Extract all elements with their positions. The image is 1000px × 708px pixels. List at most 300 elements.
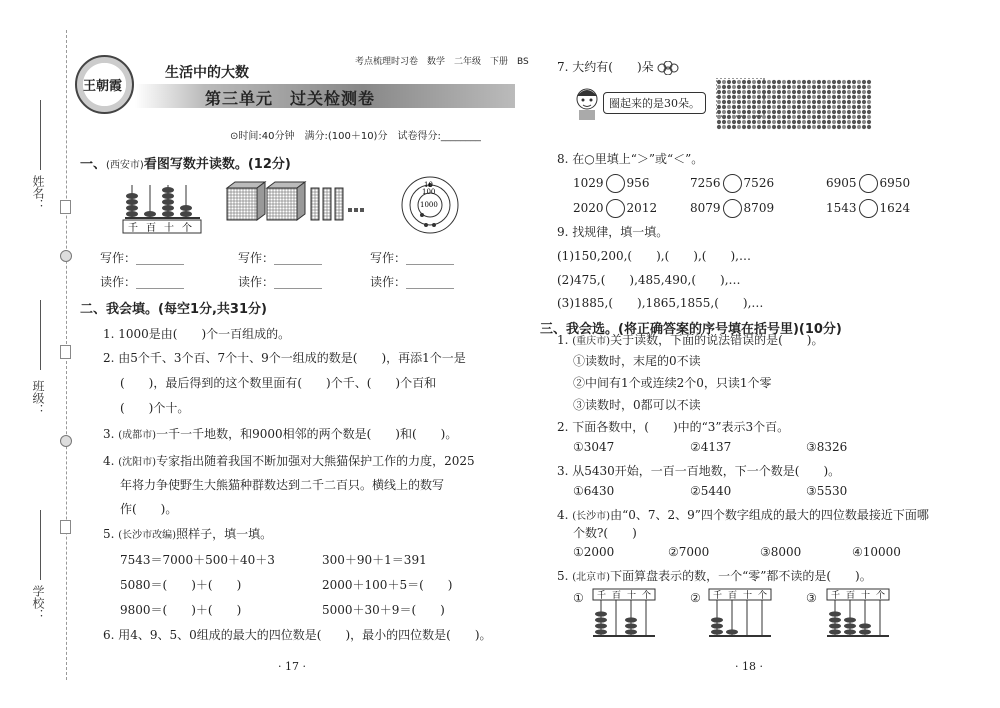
flower-dot [762,90,766,94]
flower-dot [852,125,856,129]
abacus-label: 十 [861,591,871,601]
flower-dot [762,110,766,114]
flower-dot [797,115,801,119]
child-avatar-icon [572,86,602,120]
flower-dot [747,80,751,84]
read-field[interactable]: 读作：________ [238,275,323,289]
flower-dot [777,90,781,94]
flower-dot [762,100,766,104]
flower-dot [732,85,736,89]
flower-dot [807,105,811,109]
flower-dot [767,110,771,114]
flower-dot [802,120,806,124]
flower-dot [752,125,756,129]
abacus-label: 个 [642,591,652,601]
abacus-bead [829,611,841,616]
flower-dot [822,95,826,99]
flower-dot [802,105,806,109]
abacus-bead [829,623,841,628]
flower-dot [792,125,796,129]
flower-dot [832,95,836,99]
abacus-bead [595,611,607,616]
question-2-4-cont: 作( )。 [120,502,178,516]
flower-dot [817,85,821,89]
flower-dot [732,100,736,104]
compare-circle[interactable] [606,199,625,218]
school-line [40,510,41,580]
flower-dot [822,100,826,104]
flower-dot [812,105,816,109]
flower-dot [827,125,831,129]
flower-dot [832,90,836,94]
flower-dot [812,85,816,89]
choice-option: ②中间有1个或连续2个0，只读1个零 [573,376,772,390]
flower-dot [797,105,801,109]
choice-option: ③ [806,591,817,605]
class-label: 班级： [31,380,45,416]
flower-dot [777,105,781,109]
flower-dot [817,125,821,129]
flower-dot [722,85,726,89]
flower-dot [812,110,816,114]
flower-dot [752,90,756,94]
flower-dot [867,95,871,99]
flower-dot [827,115,831,119]
flower-dot [737,85,741,89]
flower-dot [737,110,741,114]
flower-dot [832,120,836,124]
flower-dot [847,100,851,104]
compare-item: 8079 8709 [690,199,774,218]
abacus-option-1 [592,588,658,638]
flower-dot [797,125,801,129]
flower-dot [832,80,836,84]
flower-dot [762,115,766,119]
flower-dot [802,110,806,114]
compare-item: 1029 956 [573,174,649,193]
unit-subtitle: 生活中的大数 [165,65,249,81]
flower-dot [847,95,851,99]
flower-dot [832,110,836,114]
flower-dot [812,120,816,124]
flower-dot [742,125,746,129]
flower-dot [722,125,726,129]
flower-dot [747,120,751,124]
flower-dot [782,105,786,109]
flower-icon [657,61,679,75]
flower-dot [772,115,776,119]
flower-dot [787,90,791,94]
flower-dot [762,120,766,124]
flower-dot [767,115,771,119]
flower-dot [727,125,731,129]
section3-heading: 三、我会选。(将正确答案的序号填在括号里)(10分) [540,322,842,337]
flower-dot [812,90,816,94]
flower-dot [792,110,796,114]
flower-dot [757,85,761,89]
flower-dot [862,85,866,89]
flower-dot [852,100,856,104]
page-number-left: · 17 · [278,660,306,673]
flower-dot [752,100,756,104]
flower-dot [807,110,811,114]
flower-dot [827,80,831,84]
read-field[interactable]: 读作：________ [370,275,455,289]
flower-dot [837,90,841,94]
flower-dot [862,80,866,84]
flower-dot [807,85,811,89]
flower-dot [757,105,761,109]
flower-dot [717,100,721,104]
flower-dot [847,85,851,89]
pattern-row: (1)150,200,( ),( ),( ),… [557,249,751,263]
flower-dot [757,90,761,94]
flower-dot [857,110,861,114]
exam-meta: ⊙时间:40分钟 满分:(100＋10)分 试卷得分:________ [230,131,481,142]
flower-dot [742,115,746,119]
binding-box [60,520,71,534]
flower-dot [817,80,821,84]
flower-dot [722,90,726,94]
abacus-bead [829,617,841,622]
write-field[interactable]: 写作：________ [238,251,323,265]
flower-dot [812,125,816,129]
question-7: 7. 大约有( )朵 [557,58,679,75]
flower-dot [807,95,811,99]
question-2-4-cont: 年将力争使野生大熊猫种群数达到二千二百只。横线上的数写 [120,478,445,492]
flower-dot [742,85,746,89]
flower-dot [822,115,826,119]
flower-dot [717,85,721,89]
write-field[interactable]: 写作：________ [370,251,455,265]
abacus-bead [625,623,637,628]
flower-dot [857,115,861,119]
flower-dot [737,80,741,84]
flower-dot [802,85,806,89]
flower-dot [747,90,751,94]
flower-dot [727,90,731,94]
flower-dot [742,100,746,104]
choice-option: ③5530 [806,484,848,498]
binding-box [60,345,71,359]
decompose-row: 2000＋100＋5＝( ) [322,578,453,592]
flower-dot [742,105,746,109]
flower-dot [747,125,751,129]
compare-circle[interactable] [859,199,878,218]
choice-option: ②5440 [690,484,732,498]
brand-logo [75,55,134,114]
abacus-bead [625,629,637,634]
flower-dot [727,100,731,104]
flower-dot [767,80,771,84]
flower-dot [792,105,796,109]
flower-dot [857,125,861,129]
flower-dot [817,120,821,124]
compare-item: 2020 2012 [573,199,657,218]
flower-dot [792,115,796,119]
flower-dot [812,80,816,84]
decompose-row: 7543＝7000＋500＋40＋3 [120,553,275,567]
flower-dot [727,120,731,124]
flower-dot [827,90,831,94]
choice-option: ② [690,591,701,605]
flower-dot [802,115,806,119]
flower-dot [727,85,731,89]
binding-box [60,200,71,214]
flower-dot [722,120,726,124]
flower-dot [722,80,726,84]
abacus-bead [595,629,607,634]
binding-hole [60,250,72,262]
choice-3: 3. 从5430开始，一百一百地数，下一个数是( )。 [557,464,841,478]
pattern-row: (2)475,( ),485,490,( ),… [557,273,741,287]
flower-dot [732,120,736,124]
flower-dot [772,80,776,84]
flower-dot [782,115,786,119]
flower-dot [787,120,791,124]
flower-dot [747,95,751,99]
abacus-bead [711,629,723,634]
flower-dot [727,105,731,109]
flower-dot [782,95,786,99]
choice-option: ①6430 [573,484,615,498]
compare-item: 1543 1624 [826,199,910,218]
flower-dot [822,105,826,109]
flower-dot [862,120,866,124]
flower-dot [717,95,721,99]
choice-option: ① [573,591,584,605]
flower-dot [747,105,751,109]
flower-dot [767,105,771,109]
flower-dot [842,85,846,89]
school-label: 学校： [31,585,45,621]
flower-dot [857,90,861,94]
flower-dot [857,105,861,109]
compare-circle[interactable] [723,199,742,218]
flower-dot [867,85,871,89]
flower-dot [842,100,846,104]
flower-dot [742,110,746,114]
flower-dot [792,100,796,104]
flower-dot [772,120,776,124]
flower-dot [797,95,801,99]
flower-dot [777,80,781,84]
compare-circle[interactable] [859,174,878,193]
flower-dot [847,80,851,84]
flower-dot [837,95,841,99]
flower-dot [767,100,771,104]
flower-dot [752,80,756,84]
flower-dot [742,120,746,124]
abacus-label: 个 [758,591,768,601]
flower-dot [827,105,831,109]
flower-dot [717,115,721,119]
flower-dot [732,110,736,114]
flower-dot [817,90,821,94]
flower-dot [852,85,856,89]
flower-dot [807,120,811,124]
flower-dot [757,110,761,114]
flower-dot [867,115,871,119]
flower-dot [787,105,791,109]
flower-dot [812,115,816,119]
flower-dot [837,120,841,124]
flower-dot [857,95,861,99]
flower-dot [792,95,796,99]
flower-dot [717,120,721,124]
flower-dot [852,90,856,94]
decompose-row: 5080＝( )＋( ) [120,578,242,592]
flower-dot [862,90,866,94]
question-2-2: 2. 由5个千、3个百、7个十、9个一组成的数是( )，再添1个一是 [103,351,466,365]
flower-dot [817,115,821,119]
abacus-bead [844,617,856,622]
binding-hole [60,435,72,447]
flower-dot [772,110,776,114]
flower-dot [797,110,801,114]
abacus-label: 千 [713,591,723,601]
flower-dot [732,115,736,119]
flower-dot [757,120,761,124]
flower-dot [852,95,856,99]
abacus-figure [120,180,205,235]
flower-dot [757,125,761,129]
write-field[interactable]: 写作：________ [100,251,185,265]
flower-dot [842,110,846,114]
flower-dot [817,110,821,114]
flower-dot [862,125,866,129]
flower-dot [772,105,776,109]
flower-dot [752,105,756,109]
question-9: 9. 找规律，填一填。 [557,225,669,239]
flower-dot [812,100,816,104]
flower-dot [722,100,726,104]
flower-dot [792,85,796,89]
flower-dot [772,100,776,104]
abacus-option-3 [826,588,892,638]
flower-dot [752,110,756,114]
flower-dot [847,125,851,129]
read-field[interactable]: 读作：________ [100,275,185,289]
decompose-row: 9800＝( )＋( ) [120,603,242,617]
flower-dot [767,85,771,89]
flower-dot [782,80,786,84]
compare-circle[interactable] [606,174,625,193]
ring-label: 1000 [420,201,438,209]
choice-option: ①读数时，末尾的0不读 [573,354,701,368]
flower-dot [737,100,741,104]
flower-dot [822,80,826,84]
flower-dot [762,80,766,84]
flower-dot [837,115,841,119]
flower-dot [802,90,806,94]
flower-dot [837,105,841,109]
flower-dot [787,125,791,129]
compare-circle[interactable] [723,174,742,193]
flower-dot [837,125,841,129]
flower-dot [807,115,811,119]
flower-dot [797,120,801,124]
flower-dot [797,85,801,89]
flower-dot [752,95,756,99]
brand-text: 王朝霞 [83,79,123,94]
flower-dot [852,105,856,109]
flower-dot [842,125,846,129]
flower-dot [787,115,791,119]
flower-dot [817,95,821,99]
choice-option: ①3047 [573,440,615,454]
flower-dot [847,120,851,124]
flower-dot [767,120,771,124]
flower-dot [777,125,781,129]
flower-dot [782,90,786,94]
flower-dot [812,95,816,99]
flower-dot [787,80,791,84]
flower-dot [747,110,751,114]
flower-dot [822,85,826,89]
abacus-label: 百 [846,591,856,601]
flower-dot [822,90,826,94]
question-2-2-cont: ( )个十。 [120,401,190,415]
question-8: 8. 在○里填上“＞”或“＜”。 [557,152,704,166]
flower-dot [777,85,781,89]
flower-dot [757,100,761,104]
abacus-bead [625,617,637,622]
flower-dot [782,85,786,89]
abacus-label: 十 [627,591,637,601]
question-2-2-cont: ( )，最后得到的这个数里面有( )个千、( )个百和 [120,376,437,390]
flower-dot [737,105,741,109]
flower-dot [827,95,831,99]
class-line [40,300,41,370]
compare-item: 6905 6950 [826,174,910,193]
question-2-4: 4. (沈阳市)专家指出随着我国不断加强对大熊猫保护工作的力度，2025 [103,454,475,468]
abacus-bead [844,629,856,634]
flower-dot [847,110,851,114]
question-2-5: 5. (长沙市改编)照样子，填一填。 [103,527,273,541]
question-2-1: 1. 1000是由( )个一百组成的。 [103,327,291,341]
choice-option: ②7000 [668,545,710,559]
page-title: 第三单元 过关检测卷 [205,89,376,108]
flower-dot [717,80,721,84]
flower-dot [782,120,786,124]
flower-dot [747,85,751,89]
flower-dot [862,105,866,109]
flower-dot [827,120,831,124]
section2-heading: 二、我会填。(每空1分,共31分) [80,302,267,317]
flower-dot [727,115,731,119]
abacus-bead [595,617,607,622]
flower-dot [837,85,841,89]
flower-dot [857,85,861,89]
flower-dot [817,105,821,109]
choice-option: ④10000 [852,545,901,559]
flower-dot [757,80,761,84]
abacus-bead [711,623,723,628]
speech-bubble: 圈起来的是30朵。 [603,92,706,114]
flower-dot [802,95,806,99]
abacus-label: 个 [182,223,192,234]
flower-dot [847,90,851,94]
flower-dot [792,90,796,94]
flower-dot [832,100,836,104]
flower-dot [842,95,846,99]
pattern-row: (3)1885,( ),1865,1855,( ),… [557,296,764,310]
flower-dot [762,95,766,99]
question-2-3: 3. (成都市)一千一千地数，和9000相邻的两个数是( )和( )。 [103,427,458,441]
flower-dot [732,80,736,84]
abacus-label: 千 [831,591,841,601]
